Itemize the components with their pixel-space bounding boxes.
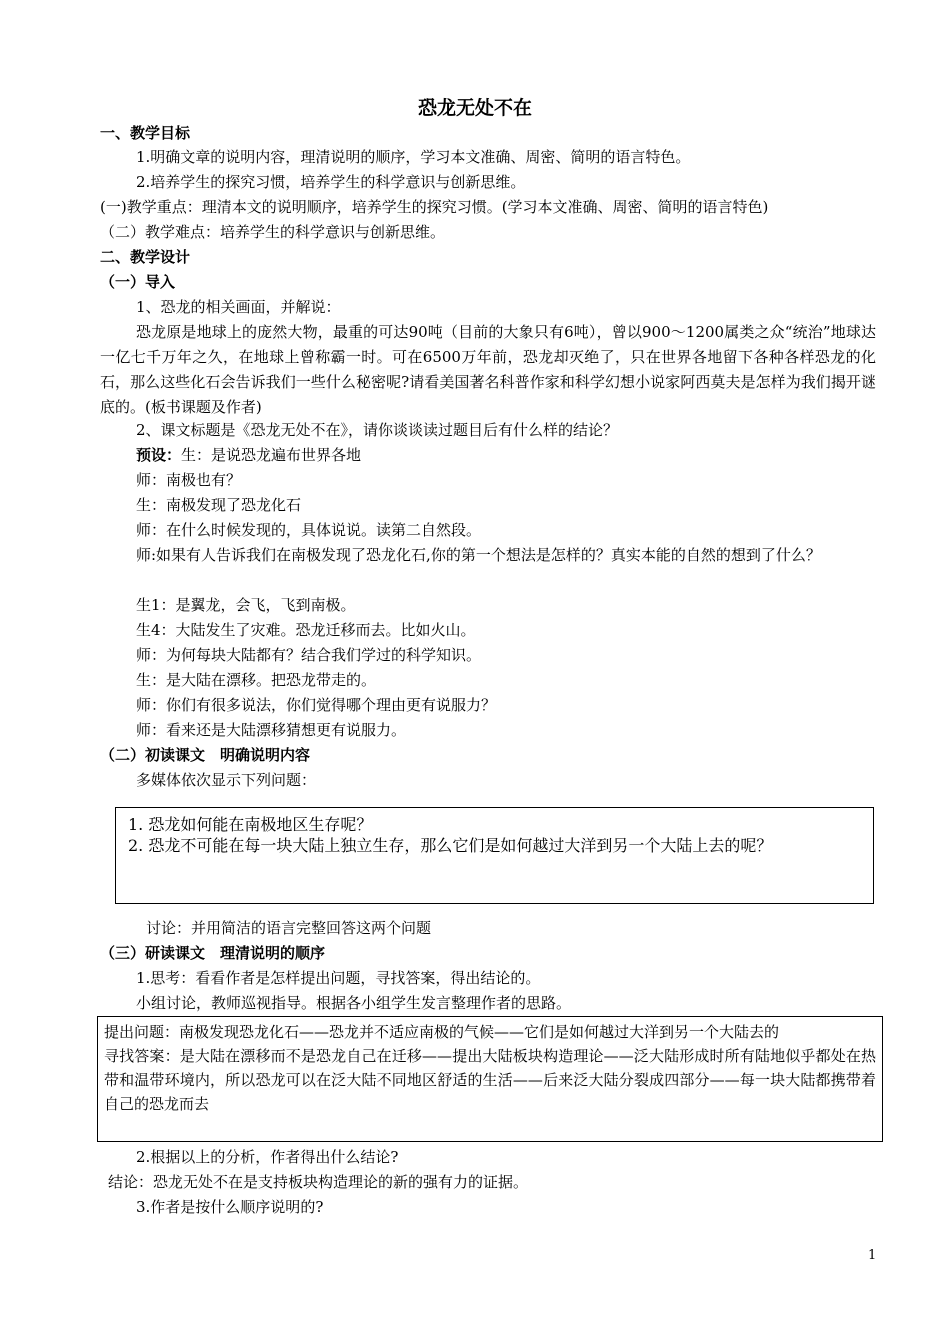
box-raise-question: 提出问题：南极发现恐龙化石——恐龙并不适应南极的气候——它们是如何越过大洋到另一个大陆去的 [104, 1023, 780, 1041]
section-heading-design: 二、教学设计 [100, 248, 191, 266]
dialogue-line-1: 师：南极也有？ [136, 471, 242, 489]
box-find-answer: 寻找答案：是大陆在漂移而不是恐龙自己在迁移——提出大陆板块构造理论——泛大陆形成时所有陆地似乎都处在热带和温带环境内，所以恐龙可以在泛大陆不同地区舒适的生活——后来泛大陆分裂成四部分——每一块大陆都携带着自己的恐龙而去 [104, 1047, 876, 1113]
think-item-3: 3.作者是按什么顺序说明的? [136, 1198, 324, 1216]
preset-label: 预设： [136, 446, 182, 464]
dialogue-line-9: 师：你们有很多说法，你们觉得哪个理由更有说服力？ [136, 696, 497, 714]
question-1: 1. 恐龙如何能在南极地区生存呢？ [128, 815, 373, 834]
goal-1: 1.明确文章的说明内容，理清说明的顺序，学习本文准确、周密、简明的语言特色。 [136, 148, 691, 166]
dialogue-line-6: 生4：大陆发生了灾难。恐龙迁移而去。比如火山。 [136, 621, 476, 639]
discussion-note: 讨论：并用简洁的语言完整回答这两个问题 [146, 919, 432, 937]
intro-item-1: 1、恐龙的相关画面，并解说： [136, 298, 341, 316]
teaching-key-point: (一)教学重点：理清本文的说明顺序，培养学生的探究习惯。(学习本文准确、周密、简明的语言特色) [100, 198, 769, 216]
subheading-intro: （一）导入 [100, 273, 176, 291]
preset-line [136, 445, 361, 465]
group-discussion-note: 小组讨论，教师巡视指导。根据各小组学生发言整理作者的思路。 [136, 994, 572, 1012]
multimedia-note: 多媒体依次显示下列问题： [136, 771, 317, 789]
teaching-difficulty: （二）教学难点：培养学生的科学意识与创新思维。 [100, 223, 446, 241]
author-thinking-box [97, 1016, 883, 1142]
conclusion-line: 结论：恐龙无处不在是支持板块构造理论的新的强有力的证据。 [108, 1173, 529, 1191]
question-2: 2. 恐龙不可能在每一块大陆上独立生存，那么它们是如何越过大洋到另一个大陆上去的呢？ [128, 836, 773, 855]
dialogue-line-10: 师：看来还是大陆漂移猜想更有说服力。 [136, 721, 407, 739]
goal-2: 2.培养学生的探究习惯，培养学生的科学意识与创新思维。 [136, 173, 526, 191]
dialogue-line-3: 师：在什么时候发现的，具体说说。读第二自然段。 [136, 521, 482, 539]
dialogue-line-4: 师:如果有人告诉我们在南极发现了恐龙化石,你的第一个想法是怎样的？真实本能的自然的想到了什么？ [136, 546, 821, 564]
page-number: 1 [868, 1248, 877, 1263]
section-heading-objectives: 一、教学目标 [100, 124, 191, 142]
dialogue-line-8: 生：是大陆在漂移。把恐龙带走的。 [136, 671, 377, 689]
subheading-first-reading: （二）初读课文 明确说明内容 [100, 746, 311, 764]
intro-item-2: 2、课文标题是《恐龙无处不在》，请你谈谈读过题目后有什么样的结论？ [136, 421, 619, 439]
document-title: 恐龙无处不在 [417, 97, 532, 119]
think-item-2: 2.根据以上的分析，作者得出什么结论? [136, 1148, 399, 1166]
dialogue-line-5: 生1：是翼龙，会飞，飞到南极。 [136, 596, 356, 614]
think-item-1: 1.思考：看看作者是怎样提出问题，寻找答案，得出结论的。 [136, 969, 541, 987]
subheading-study-reading: （三）研读课文 理清说明的顺序 [100, 944, 326, 962]
preset-text: 生：是说恐龙遍布世界各地 [181, 446, 362, 464]
dialogue-line-7: 师：为何每块大陆都有？结合我们学过的科学知识。 [136, 646, 482, 664]
questions-box [115, 807, 874, 904]
dialogue-line-2: 生：南极发现了恐龙化石 [136, 496, 302, 514]
intro-paragraph: 恐龙原是地球上的庞然大物，最重的可达90吨（目前的大象只有6吨），曾以900～1200属类之众“统治”地球达一亿七千万年之久，在地球上曾称霸一时。可在6500万年前，恐龙却灭绝了，只在世界各地留下各种各样恐龙的化石，那么这些化石会告诉我们一些什么秘密呢?请看美国著名科普作家和科学幻想小说家阿西莫夫是怎样为我们揭开谜底的。(板书课题及作者) [100, 323, 876, 416]
